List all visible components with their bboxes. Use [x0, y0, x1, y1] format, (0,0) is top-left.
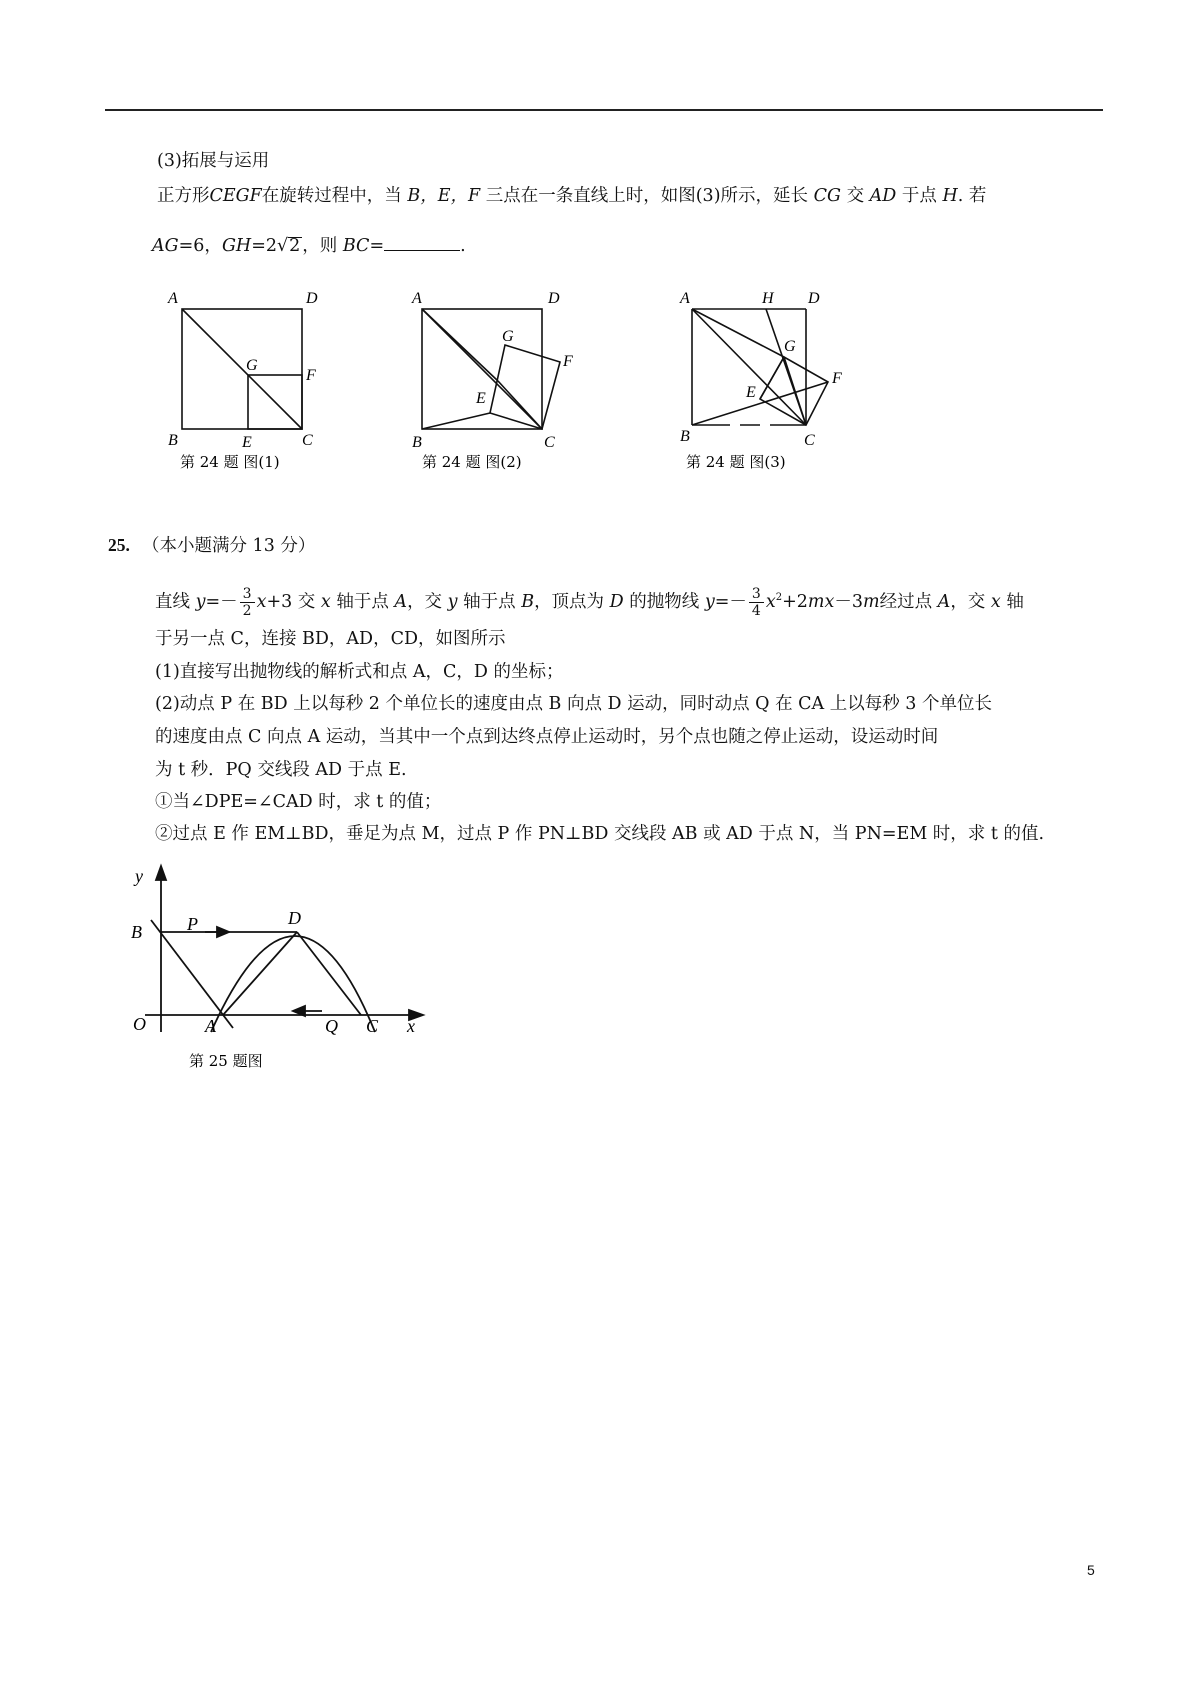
- fig3-caption: 第 24 题 图(3): [686, 453, 786, 471]
- fig2-label-E: E: [476, 390, 486, 407]
- q24-part3-line1: 正方形CEGF在旋转过程中，当 B，E，F 三点在一条直线上时，如图(3)所示，延长 CG 交 AD 于点 H. 若: [157, 186, 987, 206]
- fig2-label-C: C: [544, 434, 555, 451]
- fig3-label-D: D: [808, 290, 820, 307]
- q24-part3-line2: AG=6，GH=2√2 ，则 BC= .: [152, 236, 466, 256]
- fig25-label-C: C: [366, 1016, 379, 1036]
- fig2-label-B: B: [412, 434, 422, 451]
- fig2-label-D: D: [548, 290, 560, 307]
- fig25-label-y: y: [135, 866, 143, 886]
- fig3-label-G: G: [784, 338, 796, 355]
- q25-part2-line1: (2)动点 P 在 BD 上以每秒 2 个单位长的速度由点 B 向点 D 运动，同时动点 Q 在 CA 上以每秒 3 个单位长: [155, 694, 992, 714]
- fig25-label-x: x: [407, 1016, 415, 1036]
- answer-blank: [384, 236, 460, 251]
- fig25-caption: 第 25 题图: [189, 1052, 263, 1070]
- fig1-label-G: G: [246, 357, 258, 374]
- fig3-label-F: F: [832, 370, 842, 387]
- fig25-label-O: O: [133, 1014, 146, 1034]
- q25-subpart1: ①当∠DPE=∠CAD 时，求 t 的值；: [155, 792, 442, 812]
- fig25-label-P: P: [187, 914, 198, 934]
- q25-line1: 直线 y=－ $\frac{3}{2}$ x+3 交 x 轴于点 A，交 y 轴于点 B，顶点为 D 的抛物线 y=－ $\frac{3}{4}$ $x^2+2mx-3m$经过点 A，交 x 轴: [155, 585, 1024, 619]
- fraction-3-4: $\frac{3}{4}$: [749, 586, 764, 619]
- fig1-label-D: D: [306, 290, 318, 307]
- q24-part3-heading: (3)拓展与运用: [157, 151, 270, 171]
- page-number: 5: [1087, 1562, 1095, 1578]
- q25-line2: 于另一点 C，连接 BD，AD，CD，如图所示: [155, 629, 506, 649]
- fig1-caption: 第 24 题 图(1): [180, 453, 280, 471]
- q25-part2-line2: 的速度由点 C 向点 A 运动，当其中一个点到达终点停止运动时，另个点也随之停止运动，设运动时间: [155, 727, 939, 747]
- fig2-label-A: A: [412, 290, 422, 307]
- q25-score: （本小题满分 13 分）: [142, 536, 316, 556]
- fig1-label-A: A: [168, 290, 178, 307]
- figure-25: [125, 860, 435, 1080]
- figure-24-1: [160, 285, 330, 475]
- q25-subpart2: ②过点 E 作 EM⊥BD，垂足为点 M，过点 P 作 PN⊥BD 交线段 AB 或 AD 于点 N，当 PN=EM 时，求 t 的值.: [155, 824, 1045, 844]
- fig1-label-C: C: [302, 432, 313, 449]
- fig3-label-E: E: [746, 384, 756, 401]
- fig2-caption: 第 24 题 图(2): [422, 453, 522, 471]
- q25-number: 25.: [108, 535, 130, 555]
- fig2-label-G: G: [502, 328, 514, 345]
- fig3-label-A: A: [680, 290, 690, 307]
- fig3-label-C: C: [804, 432, 815, 449]
- fig25-label-Q: Q: [325, 1016, 338, 1036]
- q25-part1: (1)直接写出抛物线的解析式和点 A，C，D 的坐标；: [155, 662, 564, 682]
- fraction-3-2: $\frac{3}{2}$: [240, 586, 255, 619]
- q25-part2-line3: 为 t 秒．PQ 交线段 AD 于点 E.: [155, 760, 407, 780]
- fig3-label-B: B: [680, 428, 690, 445]
- header-rule: [105, 109, 1103, 111]
- fig1-label-F: F: [306, 367, 316, 384]
- fig25-label-D: D: [288, 908, 301, 928]
- fig25-label-A: A: [205, 1016, 216, 1036]
- fig2-label-F: F: [563, 353, 573, 370]
- figure-24-3: [670, 285, 870, 475]
- figure-24-2: [400, 285, 590, 475]
- fig25-label-B: B: [131, 922, 142, 942]
- fig3-label-H: H: [762, 290, 774, 307]
- fig1-label-E: E: [242, 434, 252, 451]
- fig1-label-B: B: [168, 432, 178, 449]
